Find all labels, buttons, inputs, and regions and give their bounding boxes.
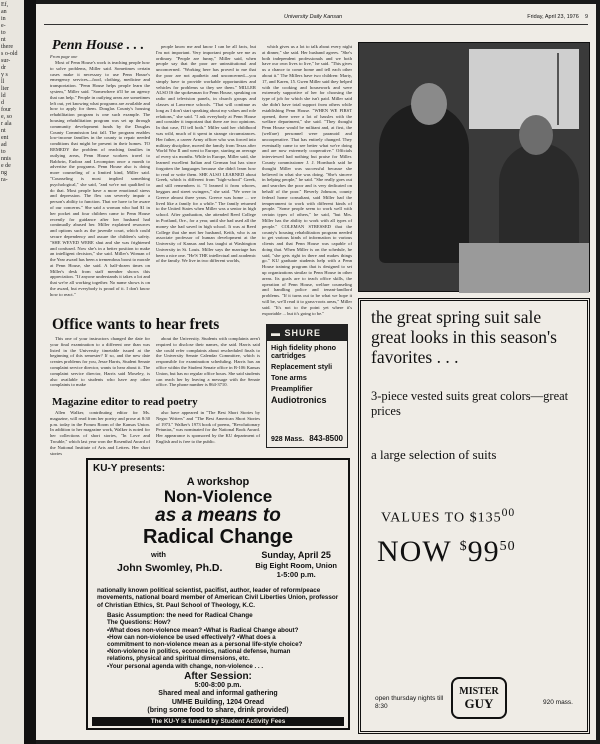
penn-column-1: Most of Penn House's work is teaching people how to solve problems, Miller said. Sometimes certain cases make it necessary to use Penn House's emergency services—food, clothing, medicine and transportation. "Penn House helps people learn the system," Miller said. "Somewhere it'll be an agency that can help." People in outlying areas are sometimes left out, yet knowing what programs are available and how to apply for them. Douglas County's housing rehabilitation program is one such example. The housing rehabilitation program was set up through community development funds by the Douglas County Commission last fall. The program enables low-income families in the county to repair needed conditions that might be present in their homes. TO REMEDY the problem of reaching families in outlying areas, Penn House workers travel to Baldwin, Eudora and Lecompton once a month to advertise the programs. Penn House also is doing more counseling of a limited kind, Miller said. "Counseling is most implied something psychological," she said, "and we're not qualified to do that. Most people have a more emotional stress and depression. The flex can severely impair a person's ability to function. That we have to be aware of our concerns." She said a woman who had $1 in her pocket and four children came to Penn House recently for guidance after her husband had continually abused her. Miller explained resources and options such as the juvenile court, which could secure dependency and assure the children's safety. "SHE WEVED WERE shut and she was frightened and confused. Now she's in a better position to make an intelligent decision," she said. Miller's Woman of the Year award has been a tremendous boost to morale at Penn House, she said. A half-dozen times on Miller's desk from staff member shows this appreciation. "If anyone understands it takes a lot and that we're all working together. No name shows is on the award, but everybody is proud of it. I don't know how to react." bbox=[50, 60, 151, 297]
shure-phone: 843-8500 bbox=[309, 434, 343, 443]
kuy-question-2: •How can non-violence be used effectively? •What does a bbox=[107, 633, 276, 641]
newspaper-page bbox=[36, 4, 596, 740]
shure-line-1: High fidelity phono cartridges bbox=[271, 343, 337, 360]
newspaper-name: University Daily Kansan bbox=[284, 14, 343, 20]
values-label: VALUES TO bbox=[381, 510, 466, 526]
suit-line-1: 3-piece vested suits great colors—great prices bbox=[371, 389, 569, 418]
shure-line-3: Tone arms bbox=[271, 373, 307, 382]
kuy-schedule bbox=[255, 550, 337, 579]
continued-line: From page one bbox=[50, 54, 78, 59]
kuy-question-3: commitment to non-violence mean as a personal life-style choice? bbox=[107, 640, 303, 648]
store-address: 920 mass. bbox=[543, 699, 573, 706]
kuy-after-line-2: UMHE Building, 1204 Oread bbox=[171, 698, 265, 706]
magazine-column-2: also have appeared in "The Best Short Stories by Negro Writers" and "The Best American Short Stories of 1973." Walker's 1973 book of poems, "Revolutionary Petunias," was nominated for the National Book Award. Her appearance is sponsored by the KU department of English and is free to the public. bbox=[156, 410, 260, 444]
kuy-with: with bbox=[151, 550, 166, 559]
page-header bbox=[44, 14, 588, 24]
kuy-line-2: as a means to bbox=[155, 505, 281, 526]
photo-table bbox=[459, 243, 589, 293]
kuy-speaker: John Swomley, Ph.D. bbox=[117, 562, 223, 574]
photo-head-left bbox=[411, 83, 447, 125]
kuy-date: Sunday, April 25 bbox=[261, 550, 331, 560]
values-cents: 00 bbox=[501, 506, 516, 519]
shure-line-2: Replacement styli bbox=[271, 362, 333, 371]
now-cents: 50 bbox=[499, 538, 516, 554]
now-label: NOW bbox=[377, 534, 452, 568]
photo-head-right bbox=[519, 115, 553, 155]
kuy-line-1: Non-Violence bbox=[163, 487, 273, 506]
kuy-basic-assumption: Basic Assumption: the need for Radical Change bbox=[107, 611, 253, 619]
penn-column-2: people know me and know I can be all facts, but I'm not important. Very important people see me as ordinary. "People are funny," Miller said, when people say that the poor are uninstitutional and unconcerned. "Working here has proved to me that the poor are not apathetic and unconcerned—you simply have to provide workable opportunities and vehicles for problems so they see them." MILLER ALSO IS the spokesman for Penn House, speaking on radio and television panels, in church groups and classes at Lawrence schools. "That will continue as long as I don't start speaking about my values and role relations," she said. "I ask everybody at Penn House and consider it important that there are two opinions. In that case, I'll tell both." Miller said her childhood was wild, much of it spent in strange circumstances. Her father, a career Army officer who was forced into military discipline, moved the family from Texas after World War II and went to Europe, starting an average of every six months. While in Europe, Miller said, she learned excellent Italian and German but has since forgotten the languages because she didn't learn how to read or write them. SHE ALSO LEARNED about Greek, which is different from "high-school" Greek, and still remembers it. "I learned it from whores, beggars and street swingers," she said. "We were in Greece almost three years. Greece was home ... we lived like a family for a while." The family returned to the United States when Miller was a senior in high school. After graduation, she attended Reed College in Portland, Ore., for a year, until she had used all the money she had saved in high school. It was at Reed College that she met her husband, Keith, who is an associate professor of human development at the University of Kansas and has taught at Washington University in St. Louis. Miller says the marriage has been a nice one. "He'S THE intellectual and academic of the family. We live in two different worlds, bbox=[156, 44, 256, 264]
page-date: Friday, April 23, 1976 9 bbox=[527, 14, 588, 20]
suit-now-price: NOW $^{\$}99^{50}$ bbox=[377, 534, 516, 568]
kuy-time: 1-5:00 p.m. bbox=[276, 570, 316, 579]
magazine-headline: Magazine editor to read poetry bbox=[52, 396, 198, 408]
suit-sale-advertisement bbox=[358, 298, 590, 734]
header-rule bbox=[44, 24, 588, 25]
photo-figure-left bbox=[379, 103, 469, 263]
kuy-after-line-3: (bring some food to share, drink provided) bbox=[147, 706, 289, 714]
kuy-title: KU-Y presents: bbox=[93, 463, 166, 474]
office-column-1: This one of your instructors changed the date for your final examination to a different one than was listed in the University timetable issued at the beginning of this semester? If so, and the new date creates problems for you, Jesse Harris, Student Senate complaint service director, wants to hear about it. The complaint service director, Harris said Moseley, is also available to students who have any other complaints to make bbox=[50, 336, 150, 388]
page-gutter bbox=[24, 0, 36, 744]
kuy-bio: nationally known political scientist, pacifist, author, leader of reform/peace movements, national board member of American Civil Liberties Union, professor of Christian Ethics, St. Paul School of Theology, K.C. bbox=[97, 587, 339, 609]
shure-advertisement bbox=[266, 324, 348, 448]
kuy-after-time: 5:00-8:00 p.m. bbox=[194, 681, 242, 689]
shure-line-4: Preamplifier bbox=[271, 384, 313, 393]
shure-address: 928 Mass. bbox=[271, 436, 305, 443]
mister-guy-logo bbox=[451, 677, 507, 719]
store-hours: open thursday nights till 8:30 bbox=[375, 695, 444, 710]
photo-window-frame bbox=[557, 53, 559, 125]
shure-store: Audiotronics bbox=[271, 395, 327, 405]
kuy-place: Big Eight Room, Union bbox=[255, 561, 337, 570]
suit-footer bbox=[371, 677, 577, 721]
values-price: 135 bbox=[477, 510, 502, 526]
office-headline: Office wants to hear frets bbox=[52, 316, 220, 333]
suit-headline: the great spring suit sale great looks in this season's favorites . . . bbox=[371, 307, 557, 367]
kuy-question-5: relations, physical and spiritual dimensions, etc. bbox=[107, 655, 250, 663]
logo-bottom: GUY bbox=[464, 696, 494, 711]
kuy-after-session: After Session: bbox=[184, 670, 252, 682]
kuy-workshop-label: A workshop bbox=[186, 476, 250, 488]
suit-values: VALUES TO $\$135^{00}$ bbox=[381, 506, 516, 526]
previous-page-text: Ef, an in e- to nt there s o-old sur- dr y s ll lier ld d four e, so r ala nt ent ad to nnis e de ng ra- bbox=[1, 2, 18, 183]
shure-logo: ▬ SHURE bbox=[267, 325, 347, 341]
penn-house-photo bbox=[358, 42, 590, 292]
shure-contact bbox=[271, 436, 343, 443]
photo-window bbox=[469, 49, 579, 129]
kuy-workshop-advertisement bbox=[86, 458, 350, 730]
magazine-column-1: Allen Walker, contributing editor for Ms. magazine, will read from her poetry and prose at 8:30 p.m. today in the Forum Room of the Kansas Union. In addition to her magazine work, Walker is noted for her collections of short stories, "In Love and Trouble," which last year won the Rosenthal Award of the National Institute of Arts and Letters. Her short stories bbox=[50, 410, 150, 456]
kuy-after-line-1: Shared meal and informal gathering bbox=[158, 690, 278, 698]
suit-line-2: a large selection of suits bbox=[371, 447, 497, 462]
kuy-question-6: •Your personal agenda with change, non-violence . . . bbox=[107, 662, 264, 670]
kuy-question-1: •What does non-violence mean? •What is Radical Change about? bbox=[107, 626, 299, 634]
now-price: 99 bbox=[467, 534, 500, 568]
logo-top: MISTER bbox=[459, 686, 499, 697]
kuy-question-4: •Non-violence in politics, economics, national defense, human bbox=[107, 648, 291, 656]
kuy-line-3: Radical Change bbox=[142, 526, 294, 548]
kuy-questions-head: The Questions: How? bbox=[107, 619, 171, 627]
penn-house-headline: Penn House . . . bbox=[52, 38, 145, 53]
kuy-speaker-row bbox=[93, 550, 343, 586]
penn-column-3: which gives us a lot to talk about every night at dinner," she said. Her husband agrees. "She's both independent professionals and we both have our own lives to live," he said. "This gives us a chance to come home and tell each other about it." The Millers have two children: Marty, 17, and Karen, 15. Gwen Miller said they helped with the cooking and housework and were extremely supportive of her for choosing the type of job for which she isn't paid. Miller said she didn't have total support from others while establishing Penn House. "WHEN WE FIRST opened, there were a lot of hassles with the welfare department," she said. "They thought Penn House would be militant and, at first, the (welfare) personnel were paranoid and uncooperative. That has entirely changed. They eventually came to see better what we're doing and are now extremely cooperative." Officials interviewed had nothing but praise for Miller. County commissioner J. J. Hornbach said he thought Miller was successful because she believed in what she was doing. "She's sincere in helping people," he said. "She really goes out and searches the poor and is very dedicated on behalf of the poor." Beverly Johnson, county federal home consultant, said Miller had the temperament to work with different kinds of people. "Some people seem to work well with certain types of others," he said, "but Mrs. Miller has the ability to work with all types of people." COLEMAN STRESSED that the county's housing rehabilitation program needed to get various kinds of information to various clients and that Penn House was capable of doing that. When Miller is on the schedule, he said, "she gets right in there and makes things go." KU graduate students help with a Penn House training program that is designed to set up organizations similar to Penn House in other areas. Its goals are to teach office skills, the operation of Penn House, welfare counseling and handling police and tenant-landlord problems. "If it turns out to be what we hope it will be, we'll read it to grass-roots areas," Miller said. "It's not to the point yet where it's exportable ... but it's going to be." bbox=[262, 44, 352, 316]
kuy-funded-banner: The KU-Y is funded by Student Activity Fees bbox=[92, 717, 344, 726]
office-column-2: about the University. Students with complaints aren't required to disclose their names, she said. Harris said she could refer complaints about rescheduled finals to the University Senate Calendar Committee, which is responsible for examination scheduling. Harris has an office within the Student Senate office in B-106 Kansas Union, but has no regular office hours. She said students can reach her by leaving a message with the Senate office. The phone number is 864-3710. bbox=[156, 336, 260, 388]
previous-page-edge bbox=[0, 0, 24, 744]
